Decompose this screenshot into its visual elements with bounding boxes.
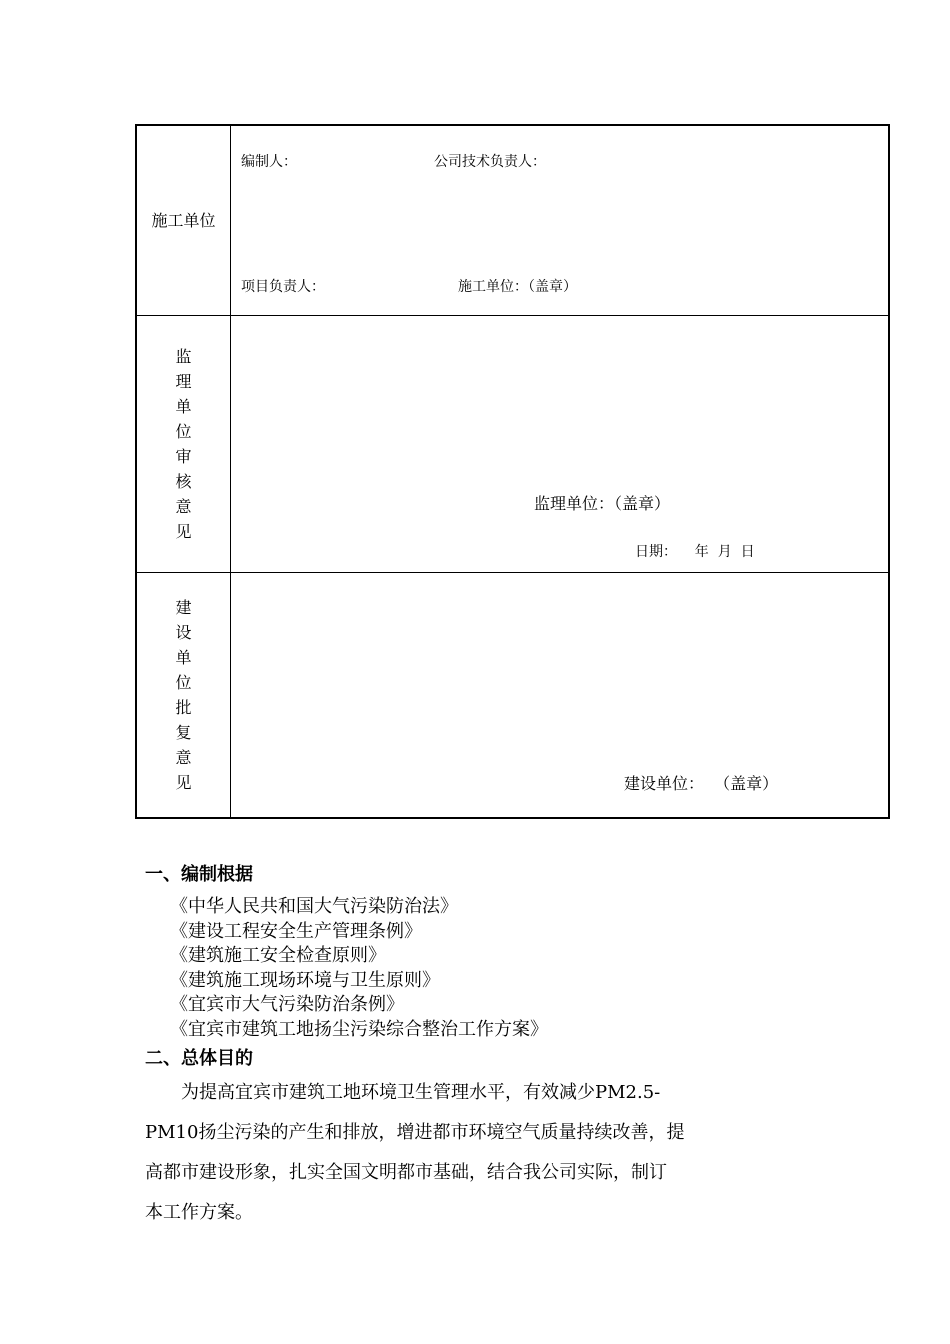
- construction-unit-label-cell: [137, 126, 231, 315]
- paragraph-line: 本工作方案。: [145, 1202, 253, 1223]
- construction-unit-row: [137, 126, 888, 316]
- owner-label-cell: [137, 573, 231, 819]
- section1-title: 一、编制根据: [145, 864, 253, 885]
- reference-item: 《建筑施工现场环境与卫生原则》: [170, 969, 440, 991]
- supervision-unit-row: [137, 316, 888, 573]
- reference-item: 《宜宾市建筑工地扬尘污染综合整治工作方案》: [170, 1018, 548, 1040]
- reference-item: 《建筑施工安全检查原则》: [170, 945, 386, 966]
- section2-title: 二、总体目的: [145, 1048, 253, 1069]
- approval-form-table: [135, 124, 890, 819]
- supervision-label-cell: [137, 316, 231, 572]
- supervision-unit-seal: 监理单位：（盖章）: [534, 494, 671, 513]
- construction-unit-seal: 施工单位：（盖章）: [458, 279, 577, 295]
- supervision-label: 监 理 单 位 审 核 意 见: [175, 347, 192, 541]
- construction-unit-label: 施工单位: [151, 211, 216, 230]
- reference-item: 《中华人民共和国大气污染防治法》: [170, 896, 458, 917]
- owner-unit-row: [137, 573, 888, 819]
- owner-unit-seal: 建设单位： （盖章）: [624, 774, 779, 793]
- tech-lead-field: 公司技术负责人：: [434, 154, 546, 170]
- construction-unit-content: [231, 126, 888, 315]
- reference-item: 《建设工程安全生产管理条例》: [170, 920, 422, 942]
- objective-paragraph: [145, 1073, 805, 1233]
- reference-item: 《宜宾市大气污染防治条例》: [170, 994, 404, 1015]
- paragraph-line: 高都市建设形象，扎实全国文明都市基础，结合我公司实际，制订: [145, 1162, 667, 1183]
- supervision-content: [231, 316, 888, 572]
- paragraph-line: PM10扬尘污染的产生和排放，增进都市环境空气质量持续改善，提: [145, 1122, 685, 1143]
- project-lead-field: 项目负责人：: [241, 279, 325, 295]
- owner-content: [231, 573, 888, 819]
- paragraph-line: 为提高宜宾市建筑工地环境卫生管理水平，有效减少PM2.5-: [145, 1082, 661, 1103]
- reference-list: [170, 895, 548, 1042]
- supervision-date: 日期： 年 月 日: [635, 544, 755, 560]
- compiler-field: 编制人：: [241, 154, 297, 170]
- owner-label: 建 设 单 位 批 复 意 见: [175, 598, 192, 792]
